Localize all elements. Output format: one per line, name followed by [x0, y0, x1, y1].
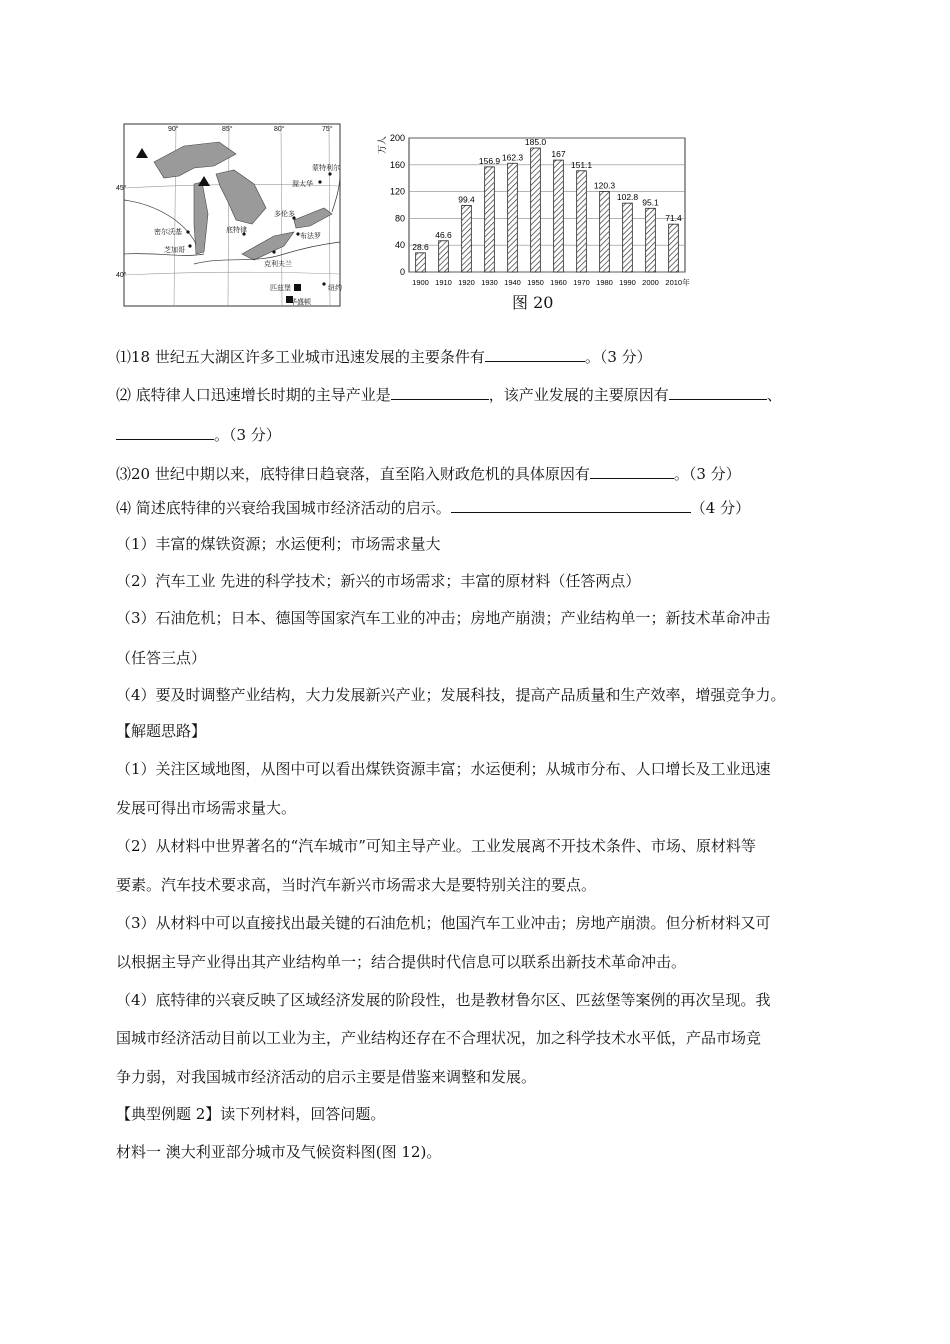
x-tick-label: 1990 — [619, 278, 636, 287]
bar — [462, 205, 472, 272]
bar — [577, 171, 587, 272]
city-label: 渥太华 — [292, 181, 313, 188]
analysis-heading: 【解题思路】 — [116, 722, 207, 740]
bar-value-label: 151.1 — [570, 159, 593, 170]
figure-caption: 图 20 — [512, 293, 554, 312]
city-label: 蒙特利尔 — [312, 165, 340, 172]
answer-4: （4）要及时调整产业结构，大力发展新兴产业；发展科技，提高产品质量和生产效率，增强竞争力。 — [116, 686, 786, 704]
lon-label: 75° — [322, 126, 333, 133]
city-label: 布法罗 — [300, 233, 321, 240]
x-tick-label: 2010年 — [665, 278, 690, 287]
x-tick-label: 1900 — [412, 278, 429, 287]
bar — [669, 224, 679, 272]
question-1: ⑴18 世纪五大湖区许多工业城市迅速发展的主要条件有 。（3 分） — [116, 348, 652, 366]
bar — [554, 160, 564, 272]
city-label: 匹兹堡 — [270, 285, 291, 292]
bar — [646, 208, 656, 272]
coal-icon — [294, 284, 301, 291]
y-tick-label: 40 — [394, 240, 405, 251]
x-tick-label: 1970 — [573, 278, 590, 287]
y-axis-label: 万人 — [377, 135, 387, 154]
analysis-p2: （2）从材料中世界著名的“汽车城市”可知主导产业。工业发展离不开技术条件、市场、原材料等 — [116, 837, 756, 855]
bar-value-label: 99.4 — [458, 194, 475, 205]
example-2-title: 【典型例题 2】读下列材料，回答问题。 — [116, 1105, 386, 1123]
bar-value-label: 95.1 — [642, 197, 659, 208]
analysis-p4-cont2: 争力弱，对我国城市经济活动的启示主要是借鉴来调整和发展。 — [116, 1068, 537, 1086]
answer-1: （1）丰富的煤铁资源；水运便利；市场需求量大 — [116, 535, 441, 553]
city-label: 多伦多 — [274, 211, 295, 218]
city-label: 芝加哥 — [164, 247, 185, 254]
bar-value-label: 162.3 — [501, 152, 524, 163]
city-label: 底特律 — [226, 227, 247, 234]
y-tick-label: 0 — [399, 267, 405, 277]
x-tick-label: 1940 — [504, 278, 521, 287]
population-bar-chart — [377, 118, 707, 290]
question-2: ⑵ 底特律人口迅速增长时期的主导产业是 ，该产业发展的主要原因有 、 — [116, 386, 782, 404]
answer-2: （2）汽车工业 先进的科学技术；新兴的市场需求；丰富的原材料（任答两点） — [116, 572, 641, 590]
x-tick-label: 1920 — [458, 278, 475, 287]
lon-label: 80° — [274, 126, 285, 133]
figure-20 — [116, 118, 690, 318]
lat-label: 45° — [116, 185, 127, 192]
question-2-cont: 。（3 分） — [116, 425, 856, 445]
x-tick-label: 1980 — [596, 278, 613, 287]
bar-value-label: 46.6 — [435, 229, 452, 240]
y-tick-label: 200 — [389, 133, 405, 143]
lon-label: 85° — [222, 126, 233, 133]
answer-3: （3）石油危机；日本、德国等国家汽车工业的冲击；房地产崩溃；产业结构单一；新技术革命冲击 — [116, 609, 771, 627]
material-one: 材料一 澳大利亚部分城市及气候资料图(图 12)。 — [116, 1143, 442, 1161]
analysis-p4: （4）底特律的兴衰反映了区域经济发展的阶段性，也是教材鲁尔区、匹兹堡等案例的再次呈现。我 — [116, 991, 771, 1009]
x-tick-label: 1910 — [435, 278, 452, 287]
bar — [623, 203, 633, 272]
analysis-p3-cont: 以根据主导产业得出其产业结构单一；结合提供时代信息可以联系出新技术革命冲击。 — [116, 953, 687, 971]
bar-value-label: 102.8 — [616, 192, 639, 203]
bar-value-label: 156.9 — [478, 155, 501, 166]
answer-3-note: （任答三点） — [116, 649, 207, 667]
great-lakes-map — [116, 124, 342, 306]
analysis-p4-cont: 国城市经济活动目前以工业为主，产业结构还存在不合理状况，加之科学技术水平低，产品市场竞 — [116, 1029, 762, 1047]
bar — [600, 191, 610, 272]
bar-value-label: 120.3 — [593, 180, 616, 191]
bar-value-label: 71.4 — [665, 213, 682, 224]
city-label: 华盛顿 — [290, 299, 311, 306]
bar-value-label: 28.6 — [412, 241, 429, 252]
y-tick-label: 120 — [389, 186, 405, 197]
x-tick-label: 2000 — [642, 278, 659, 287]
city-label: 克利夫兰 — [264, 261, 292, 268]
bar — [439, 241, 449, 272]
x-tick-label: 1960 — [550, 278, 567, 287]
bar — [485, 167, 495, 272]
lon-label: 90° — [168, 126, 179, 133]
bar-value-label: 167 — [551, 149, 566, 160]
analysis-p1: （1）关注区域地图，从图中可以看出煤铁资源丰富；水运便利；从城市分布、人口增长及工业迅速 — [116, 760, 771, 778]
y-tick-label: 160 — [389, 159, 405, 170]
question-4: ⑷ 简述底特律的兴衰给我国城市经济活动的启示。 （4 分） — [116, 499, 751, 517]
analysis-p2-cont: 要素。汽车技术要求高，当时汽车新兴市场需求大是要特别关注的要点。 — [116, 876, 597, 894]
city-label: 密尔沃基 — [154, 229, 182, 236]
lat-label: 40° — [116, 272, 127, 279]
bar — [416, 253, 426, 272]
analysis-p1-cont: 发展可得出市场需求量大。 — [116, 799, 297, 817]
x-tick-label: 1930 — [481, 278, 498, 287]
question-3: ⑶20 世纪中期以来，底特律日趋衰落，直至陷入财政危机的具体原因有 。（3 分） — [116, 465, 741, 483]
bar-value-label: 185.0 — [524, 137, 547, 148]
city-label: 纽约 — [328, 285, 342, 292]
bar — [508, 163, 518, 272]
bar — [531, 148, 541, 272]
x-tick-label: 1950 — [527, 278, 544, 287]
y-tick-label: 80 — [394, 213, 405, 224]
analysis-p3: （3）从材料中可以直接找出最关键的石油危机；他国汽车工业冲击；房地产崩溃。但分析材料又可 — [116, 914, 771, 932]
